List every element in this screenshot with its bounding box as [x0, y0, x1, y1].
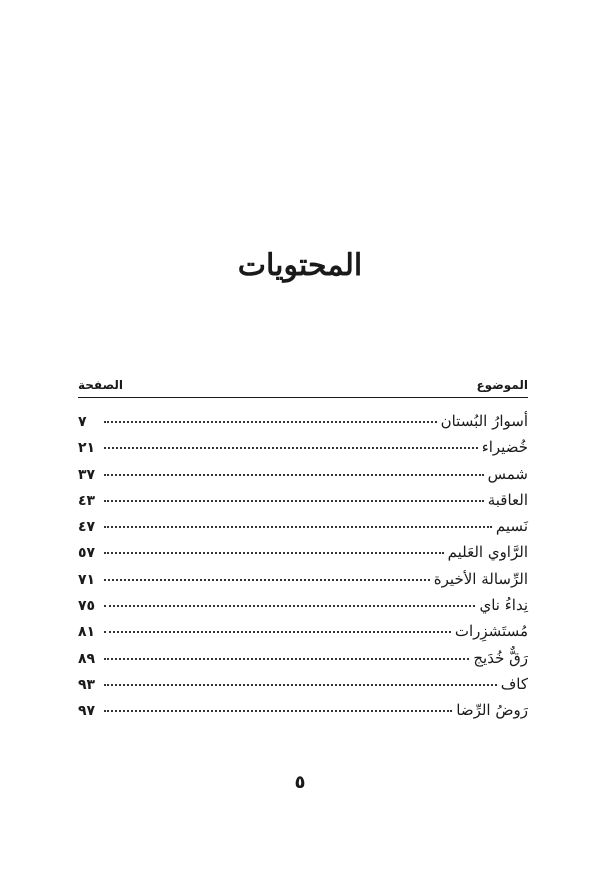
- toc-entry-title: مُستَشزِرات: [454, 622, 528, 641]
- toc-entry: [78, 491, 528, 517]
- toc-entry-title: نَسيم: [495, 517, 528, 536]
- toc-entry: [78, 596, 528, 622]
- toc-entry: [78, 570, 528, 596]
- toc-entry-title: شمس: [487, 464, 528, 483]
- dot-leader: [104, 684, 497, 686]
- toc-entry-page: ٧٥: [78, 598, 96, 615]
- toc-entry-title: كاف: [500, 674, 528, 693]
- toc-entry: [78, 649, 528, 675]
- dot-leader: [104, 579, 430, 581]
- toc-entry-page: ٧: [78, 414, 87, 430]
- dot-leader: [104, 631, 451, 633]
- toc-entry-title: الرَّاوي العَليم: [447, 543, 528, 562]
- dot-leader: [104, 605, 475, 607]
- toc-entry: [78, 465, 528, 491]
- toc-entry-page: ٤٧: [78, 519, 96, 536]
- dot-leader: [104, 710, 452, 712]
- page-number: ٥: [294, 772, 306, 793]
- toc-entry-page: ٣٧: [78, 466, 96, 483]
- toc-entry-title: الرِّسالة الأخيرة: [433, 569, 528, 588]
- toc-entry: [78, 517, 528, 543]
- toc-entry-title: العاقبة: [487, 490, 528, 509]
- toc-entry-page: ٨١: [78, 624, 96, 641]
- toc-entry-page: ٩٣: [78, 676, 96, 693]
- dot-leader: [104, 500, 484, 502]
- topic-column-header: الموضوع: [476, 378, 528, 392]
- toc-entry-page: ٥٧: [78, 545, 96, 562]
- page-column-header: الصفحة: [78, 378, 124, 392]
- table-of-contents: [78, 372, 528, 728]
- toc-entry: [78, 675, 528, 701]
- toc-entry: [78, 622, 528, 648]
- toc-entry: [78, 412, 528, 438]
- toc-entry-title: خُضيراء: [481, 438, 528, 457]
- dot-leader: [104, 447, 478, 449]
- dot-leader: [104, 658, 469, 660]
- toc-entry-page: ٨٩: [78, 650, 96, 667]
- toc-entry-title: نِداءُ ناي: [479, 596, 528, 615]
- toc-entry-page: ٢١: [78, 440, 96, 457]
- toc-entry-title: رَوضُ الرِّضا: [456, 701, 528, 720]
- toc-entry-page: ٤٣: [78, 492, 96, 509]
- toc-entry: [78, 701, 528, 727]
- dot-leader: [104, 526, 492, 528]
- dot-leader: [104, 474, 484, 476]
- page-title: المحتويات: [237, 248, 363, 283]
- dot-leader: [104, 421, 437, 423]
- toc-header: [78, 372, 528, 398]
- toc-entry: [78, 543, 528, 569]
- toc-entry-page: ٩٧: [78, 703, 96, 720]
- toc-list: [78, 412, 528, 728]
- dot-leader: [104, 552, 444, 554]
- toc-entry-page: ٧١: [78, 571, 96, 588]
- toc-entry-title: رَقٌّ خُدَيج: [473, 648, 528, 667]
- toc-entry-title: أسوارُ البُستان: [440, 412, 528, 430]
- toc-entry: [78, 438, 528, 464]
